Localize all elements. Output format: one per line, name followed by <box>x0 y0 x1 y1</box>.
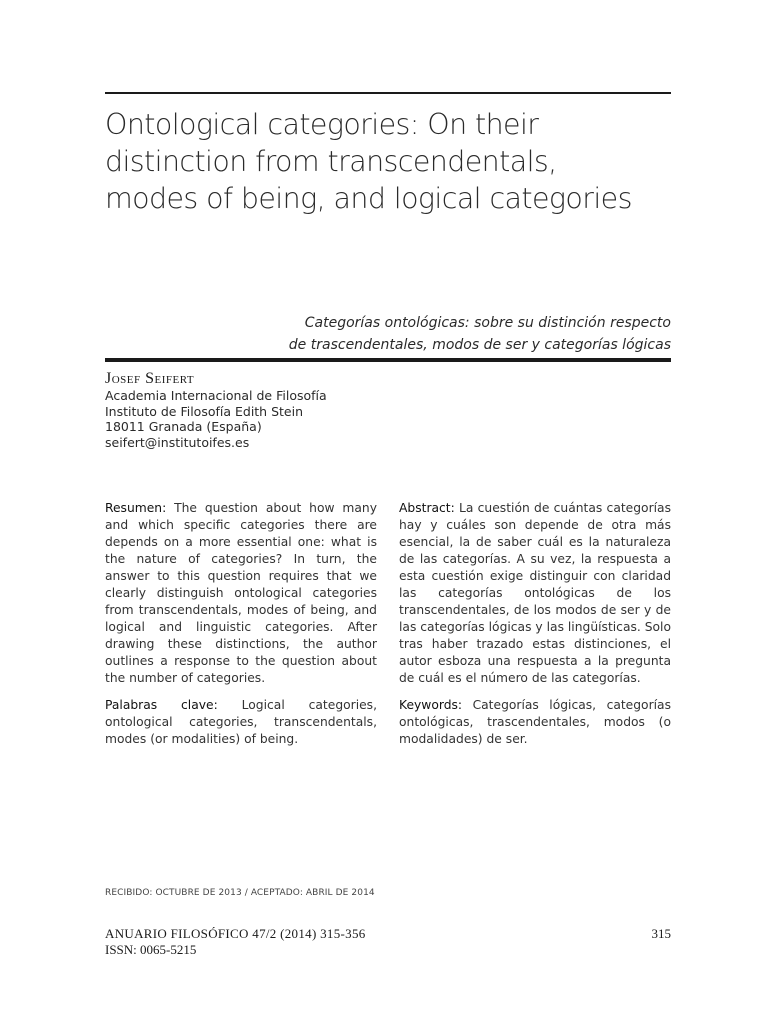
subtitle-line: de trascendentales, modos de ser y categorías lógicas <box>288 337 671 353</box>
top-rule <box>105 92 671 94</box>
journal-info <box>105 926 366 958</box>
resumen-text: The question about how many and which specific categories there are depends on a more essential one: what is the nature of categories? In turn, the answer to this question requires that we clearly distinguish ontological categories from transcendentals, modes of being, and logical and linguistic categories. After drawing these distinctions, the author outlines a response to the question about the number of categories. <box>105 501 377 685</box>
article-title <box>105 106 695 217</box>
resumen-label: Resumen: <box>105 501 167 515</box>
palabras-clave-label: Palabras clave: <box>105 698 218 712</box>
article-subtitle <box>280 312 671 356</box>
keywords-label: Keywords: <box>399 698 463 712</box>
abstract-text: La cuestión de cuántas categorías hay y cuáles son depende de otra más esencial, la de saber cuál es la naturaleza de las categorías. A su vez, la respuesta a esta cuestión exige distinguir con claridad las categorías ontológicas de los transcendentales, de los modos de ser y de las categorías lógicas y las lingüísticas. Solo tras haber trazado estas distinciones, el autor esboza una respuesta a la pregunta de cuál es el número de las categorías. <box>399 501 671 685</box>
page-number: 315 <box>651 926 671 941</box>
keywords-paragraph <box>399 697 671 748</box>
palabras-clave-paragraph <box>105 697 377 748</box>
subtitle-line: Categorías ontológicas: sobre su distinción respecto <box>304 315 671 331</box>
keywords-text: Categorías lógicas, categorías ontológicas, trascendentales, modos (o modalidades) de ser. <box>399 698 671 746</box>
author-affiliation <box>105 388 405 450</box>
english-abstract-column <box>105 500 377 758</box>
title-line: modes of being, and logical categories <box>105 182 632 215</box>
affiliation-line: Instituto de Filosofía Edith Stein <box>105 403 304 419</box>
resumen-paragraph <box>105 500 377 687</box>
received-accepted-dates: RECIBIDO: OCTUBRE DE 2013 / ACEPTADO: ABRIL DE 2014 <box>105 888 375 898</box>
affiliation-line: Academia Internacional de Filosofía <box>105 388 327 403</box>
title-line: Ontological categories: On their <box>105 108 539 141</box>
author-email: seifert@institutoifes.es <box>105 434 250 450</box>
affiliation-line: 18011 Granada (España) <box>105 419 262 434</box>
author-name: Josef Seifert <box>105 370 195 387</box>
header-rule <box>105 358 671 362</box>
spanish-abstract-column <box>399 500 671 758</box>
abstract-label: Abstract: <box>399 501 455 515</box>
abstract-paragraph <box>399 500 671 687</box>
journal-name: ANUARIO FILOSÓFICO 47/2 (2014) 315-356 <box>105 926 366 941</box>
palabras-clave-text: Logical categories, ontological categories, transcendentals, modes (or modalities) of being. <box>105 698 377 746</box>
journal-issn: ISSN: 0065-5215 <box>105 942 197 957</box>
title-line: distinction from transcendentals, <box>105 145 557 178</box>
